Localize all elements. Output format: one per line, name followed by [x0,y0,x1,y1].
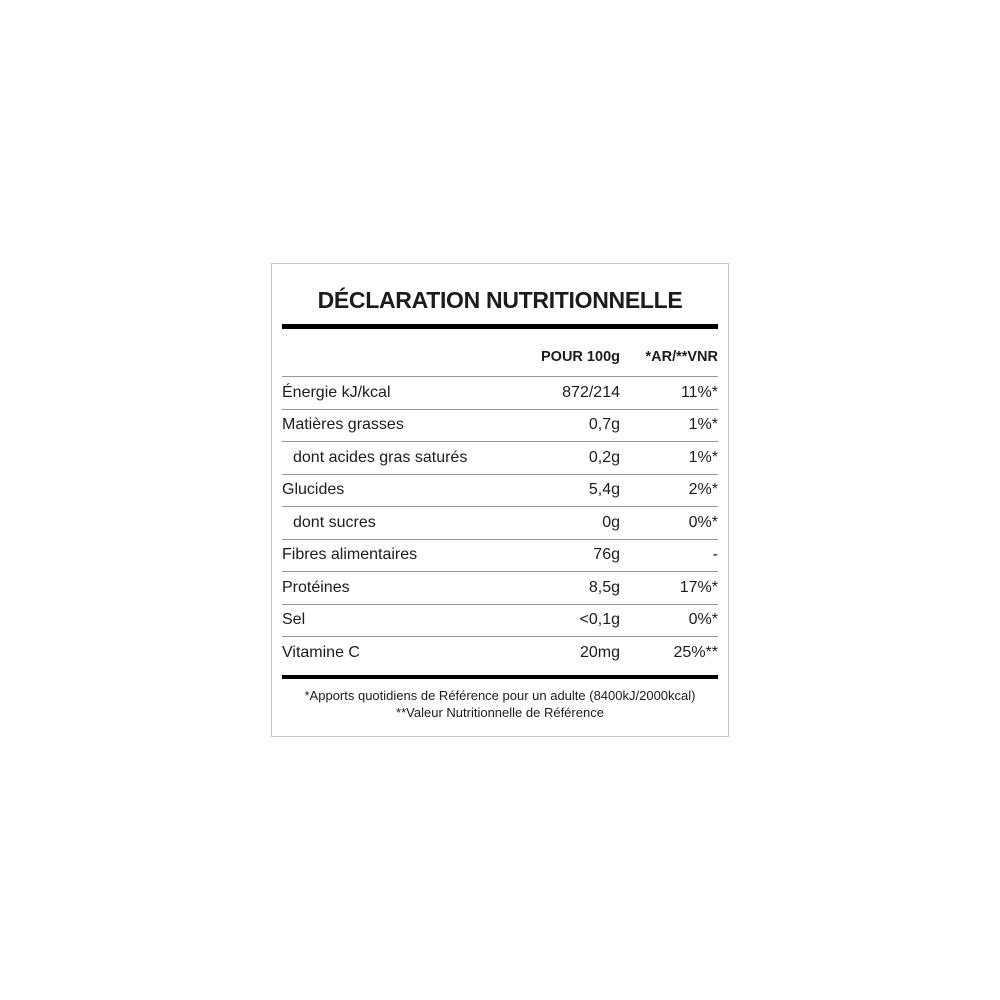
nutrition-table [272,377,728,670]
row-reference-value: 0%* [688,611,718,629]
row-reference-value: 17%* [679,578,718,596]
row-label: Énergie kJ/kcal [282,383,391,401]
row-per100-value: 5,4g [588,481,620,499]
row-per100-value: <0,1g [579,611,620,629]
row-reference-value: - [712,546,718,564]
table-row [282,410,718,443]
row-label: Fibres alimentaires [282,546,418,564]
header-per100-column: POUR 100g [541,348,620,365]
row-per100-value: 872/214 [562,383,620,401]
row-reference-value: 1%* [688,416,718,434]
row-label: Vitamine C [282,644,360,662]
panel-title: DÉCLARATION NUTRITIONNELLE [317,287,683,313]
row-label: dont acides gras saturés [293,448,468,466]
table-header-row [282,329,718,377]
footnote-nutritional-reference: **Valeur Nutritionnelle de Référence [396,705,604,720]
row-reference-value: 11%* [680,383,718,401]
footnotes [272,687,728,722]
row-label: dont sucres [293,513,376,531]
row-reference-value: 0%* [688,513,718,531]
row-label: Sel [282,611,306,629]
row-per100-value: 0,2g [588,448,620,466]
row-reference-value: 1%* [688,448,718,466]
table-row [282,507,718,540]
row-per100-value: 0,7g [588,416,620,434]
row-label: Glucides [282,481,345,499]
row-per100-value: 8,5g [588,578,620,596]
row-label: Protéines [282,578,350,596]
table-row [282,572,718,605]
header-reference-column: *AR/**VNR [645,348,718,365]
row-per100-value: 0g [602,513,620,531]
table-row [282,540,718,573]
row-label: Matières grasses [282,416,404,434]
nutrition-label-panel [271,263,729,737]
row-reference-value: 25%** [673,644,718,662]
row-reference-value: 2%* [688,481,718,499]
row-per100-value: 76g [593,546,620,564]
table-row [282,377,718,410]
footnote-daily-reference: *Apports quotidiens de Référence pour un adulte (8400kJ/2000kcal) [304,687,696,703]
table-row [282,475,718,508]
table-row [282,442,718,475]
table-row [282,605,718,638]
footer-rule [282,675,718,679]
table-row [282,637,718,670]
row-per100-value: 20mg [579,644,620,662]
